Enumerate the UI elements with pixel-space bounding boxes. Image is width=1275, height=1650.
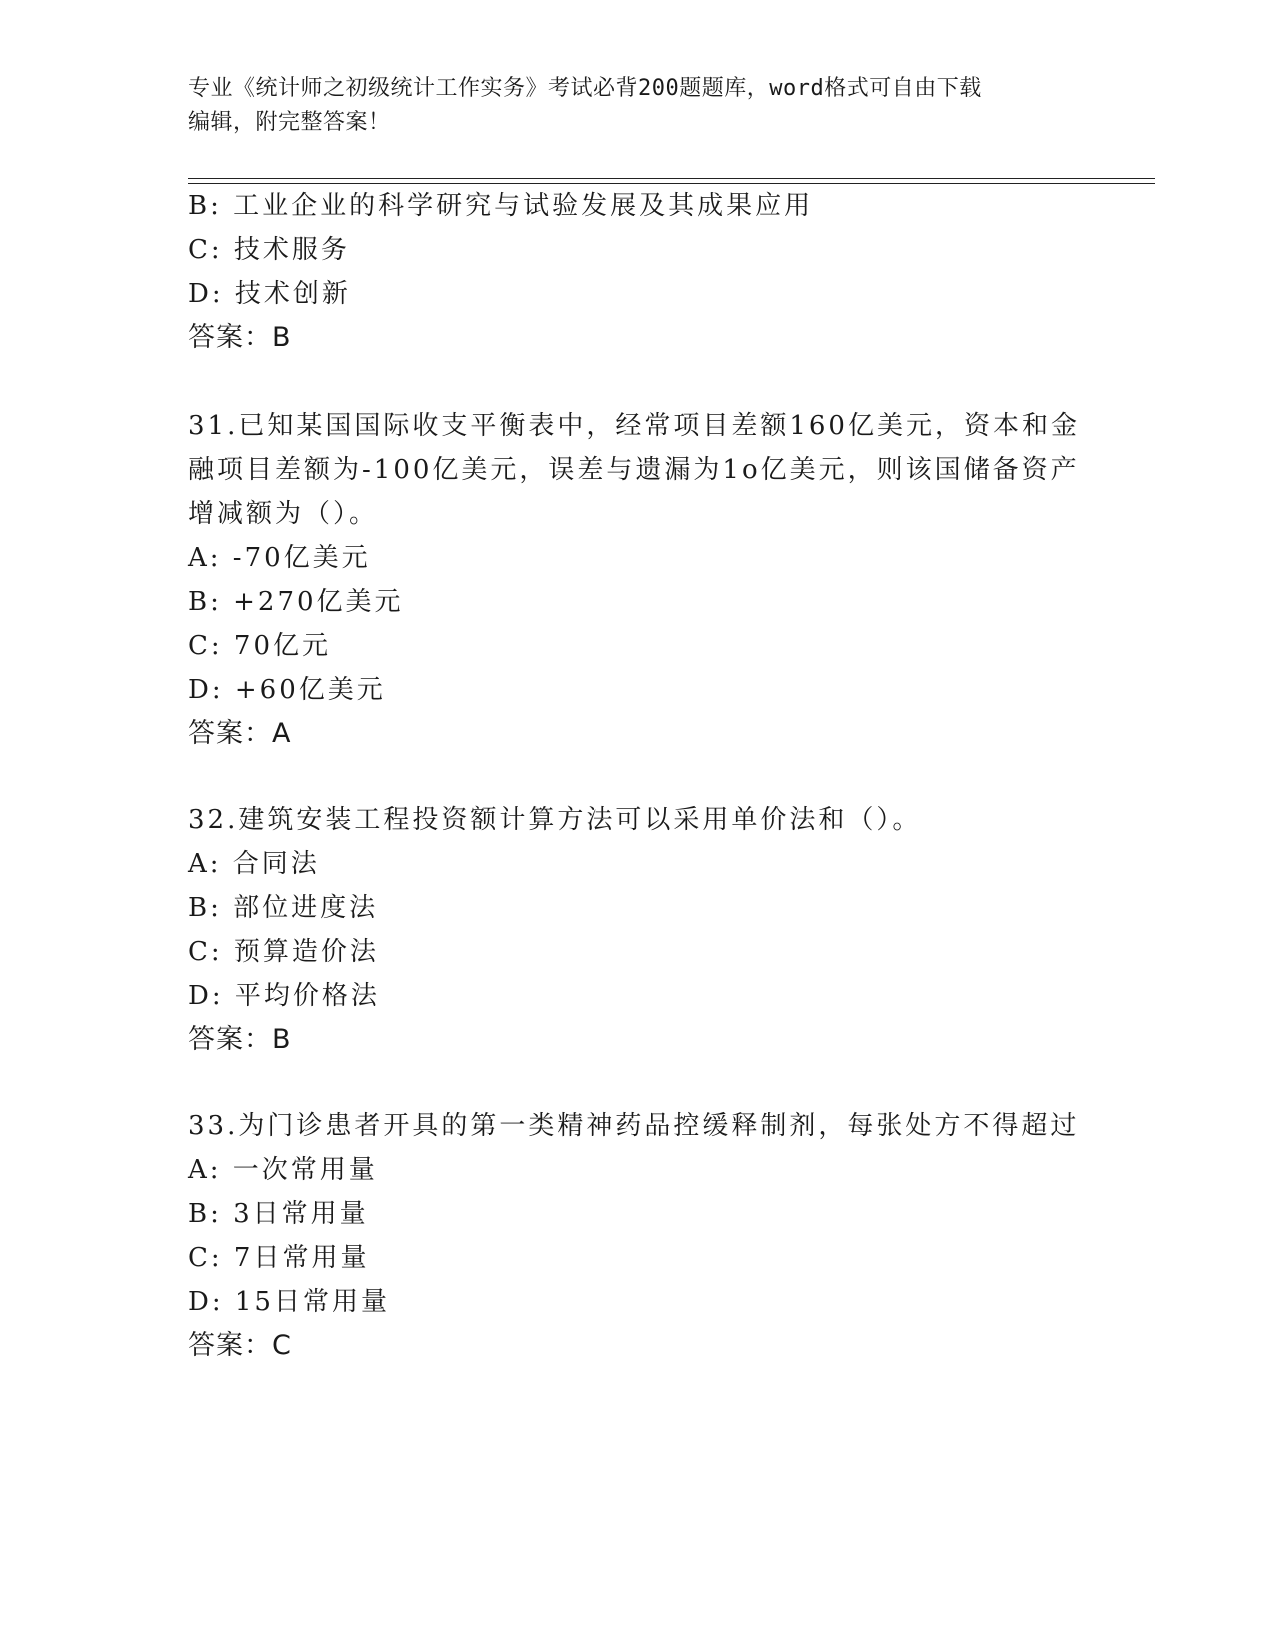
question-stem-line: 增减额为（）。 — [188, 499, 379, 529]
option-c: C: 预算造价法 — [188, 937, 379, 967]
header-title-line-2: 编辑，附完整答案！ — [188, 110, 391, 135]
header-divider-top — [188, 178, 1155, 179]
option-d: D: 技术创新 — [188, 279, 351, 309]
option-b: B: 部位进度法 — [188, 893, 379, 923]
option-a: A: 合同法 — [188, 849, 320, 879]
option-c: C: 7日常用量 — [188, 1243, 370, 1273]
header-title-line-1: 专业《统计师之初级统计工作实务》考试必背200题题库，word格式可自由下载 — [188, 76, 982, 101]
answer-line: 答案：B — [188, 1024, 292, 1055]
answer-line: 答案：B — [188, 322, 292, 353]
option-c: C: 70亿元 — [188, 631, 332, 661]
header-divider-bottom — [188, 183, 1155, 184]
option-d: D: 平均价格法 — [188, 981, 380, 1011]
answer-line: 答案：C — [188, 1330, 292, 1361]
answer-line: 答案：A — [188, 718, 292, 749]
option-b: B: +270亿美元 — [188, 587, 404, 617]
option-d: D: +60亿美元 — [188, 675, 386, 705]
document-header — [188, 72, 1088, 140]
option-b: B: 3日常用量 — [188, 1199, 369, 1229]
option-c: C: 技术服务 — [188, 235, 350, 265]
question-stem-line: 32.建筑安装工程投资额计算方法可以采用单价法和（）。 — [188, 805, 922, 835]
option-a: A: 一次常用量 — [188, 1155, 378, 1185]
option-b: B: 工业企业的科学研究与试验发展及其成果应用 — [188, 191, 814, 221]
question-stem-line: 31.已知某国国际收支平衡表中，经常项目差额160亿美元，资本和金 — [188, 411, 1080, 441]
option-d: D: 15日常用量 — [188, 1287, 390, 1317]
question-stem-line: 33.为门诊患者开具的第一类精神药品控缓释制剂，每张处方不得超过 — [188, 1111, 1080, 1141]
option-a: A: -70亿美元 — [188, 543, 371, 573]
question-stem-line: 融项目差额为-100亿美元，误差与遗漏为1o亿美元，则该国储备资产 — [188, 455, 1080, 485]
